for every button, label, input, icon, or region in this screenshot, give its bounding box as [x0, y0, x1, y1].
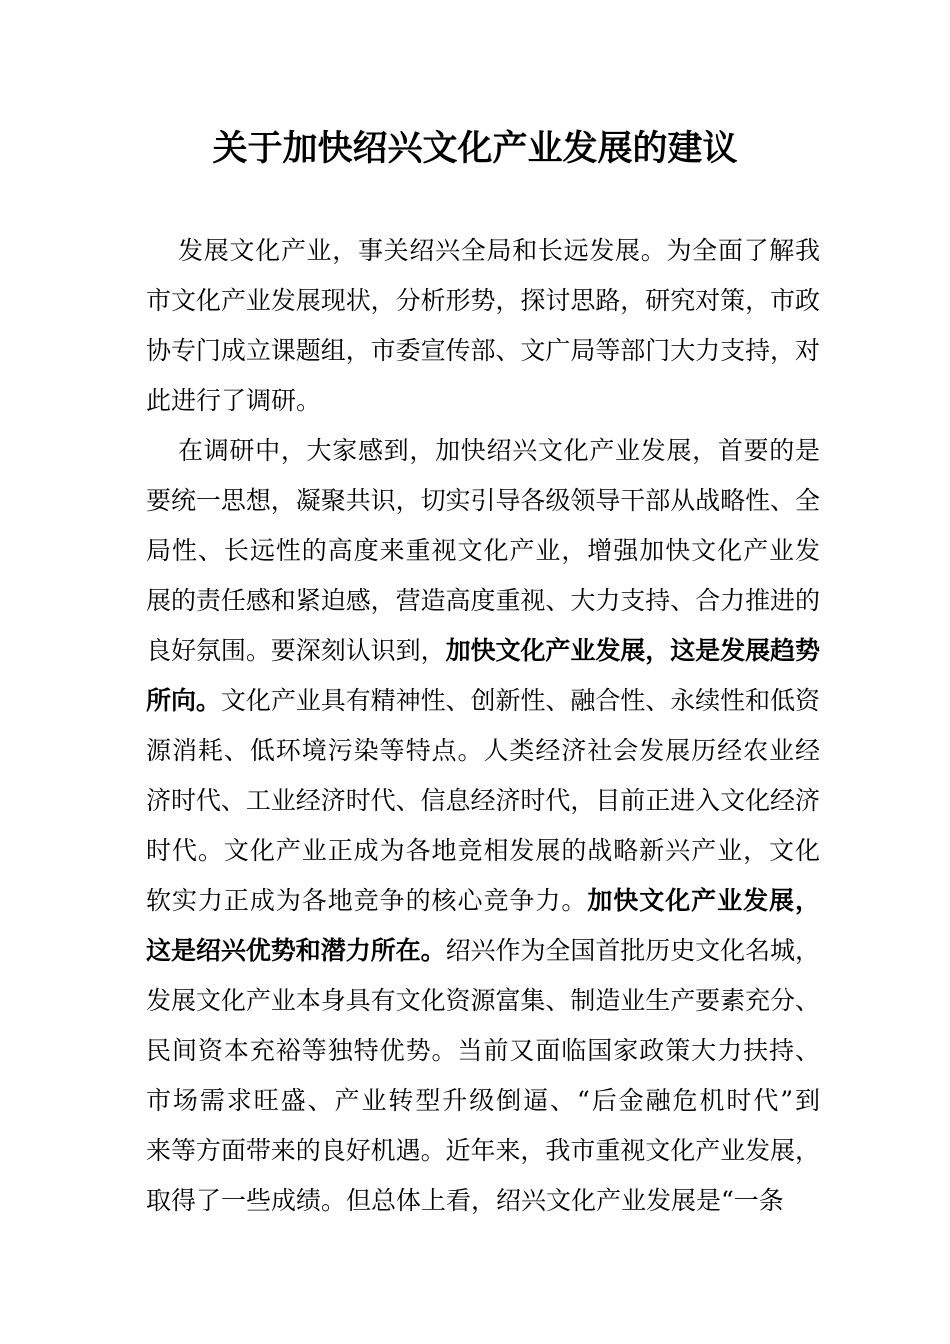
text-segment: 源消耗、低环境污染等特点。人类经济社会发展历经农业经: [146, 736, 820, 765]
text-line: [146, 526, 820, 576]
text-line: [146, 226, 820, 276]
text-line: [146, 1126, 820, 1176]
text-line: [146, 1076, 820, 1126]
text-segment: 展的责任感和紧迫感，营造高度重视、大力支持、合力推进的: [146, 586, 820, 615]
text-segment: 市文化产业发展现状，分析形势，探讨思路，研究对策，市政: [146, 286, 820, 315]
text-segment: 济时代、工业经济时代、信息经济时代，目前正进入文化经济: [146, 786, 820, 815]
bold-text-segment: 这是绍兴优势和潜力所在。: [146, 936, 446, 965]
text-line: [146, 876, 820, 926]
text-segment: 局性、长远性的高度来重视文化产业，增强加快文化产业发: [146, 536, 820, 565]
text-segment: 时代。文化产业正成为各地竞相发展的战略新兴产业，文化: [146, 836, 820, 865]
paragraph: [146, 426, 820, 1226]
text-line: [146, 976, 820, 1026]
text-line: [146, 676, 820, 726]
text-line: [146, 826, 820, 876]
text-segment: 民间资本充裕等独特优势。当前又面临国家政策大力扶持、: [146, 1036, 820, 1065]
text-segment: 发展文化产业，事关绍兴全局和长远发展。为全面了解我: [178, 236, 820, 265]
text-line: [146, 626, 820, 676]
text-segment: 绍兴作为全国首批历史文化名城，: [445, 936, 820, 965]
text-segment: 此进行了调研。: [146, 386, 322, 415]
text-segment: 在调研中，大家感到，加快绍兴文化产业发展，首要的是: [178, 436, 820, 465]
text-segment: 来等方面带来的良好机遇。近年来，我市重视文化产业发展，: [146, 1136, 820, 1165]
document-body: [146, 226, 820, 1226]
text-line: [146, 576, 820, 626]
bold-text-segment: 加快文化产业发展，这是发展趋势: [445, 636, 820, 665]
text-line: [146, 476, 820, 526]
text-segment: 协专门成立课题组，市委宣传部、文广局等部门大力支持，对: [146, 336, 820, 365]
text-segment: 软实力正成为各地竞争的核心竞争力。: [146, 886, 588, 915]
text-segment: 市场需求旺盛、产业转型升级倒逼、“后金融危机时代”到: [146, 1086, 820, 1115]
text-segment: 要统一思想，凝聚共识，切实引导各级领导干部从战略性、全: [146, 486, 820, 515]
text-line: [146, 276, 820, 326]
text-segment: 发展文化产业本身具有文化资源富集、制造业生产要素充分、: [146, 986, 820, 1015]
document-title: 关于加快绍兴文化产业发展的建议: [212, 128, 738, 169]
text-line: [146, 426, 820, 476]
text-segment: 良好氛围。要深刻认识到，: [146, 636, 446, 665]
text-segment: 取得了一些成绩。但总体上看，绍兴文化产业发展是“一条: [146, 1186, 784, 1215]
bold-text-segment: 所向。: [146, 686, 221, 715]
text-line: [146, 726, 820, 776]
text-line: [146, 776, 820, 826]
text-line: [146, 326, 820, 376]
paragraph: [146, 226, 820, 426]
text-line: [146, 926, 820, 976]
text-line: [146, 1026, 820, 1076]
text-segment: 文化产业具有精神性、创新性、融合性、永续性和低资: [220, 686, 820, 715]
text-line: [146, 376, 820, 426]
bold-text-segment: 加快文化产业发展，: [587, 886, 820, 915]
text-line: [146, 1176, 820, 1226]
